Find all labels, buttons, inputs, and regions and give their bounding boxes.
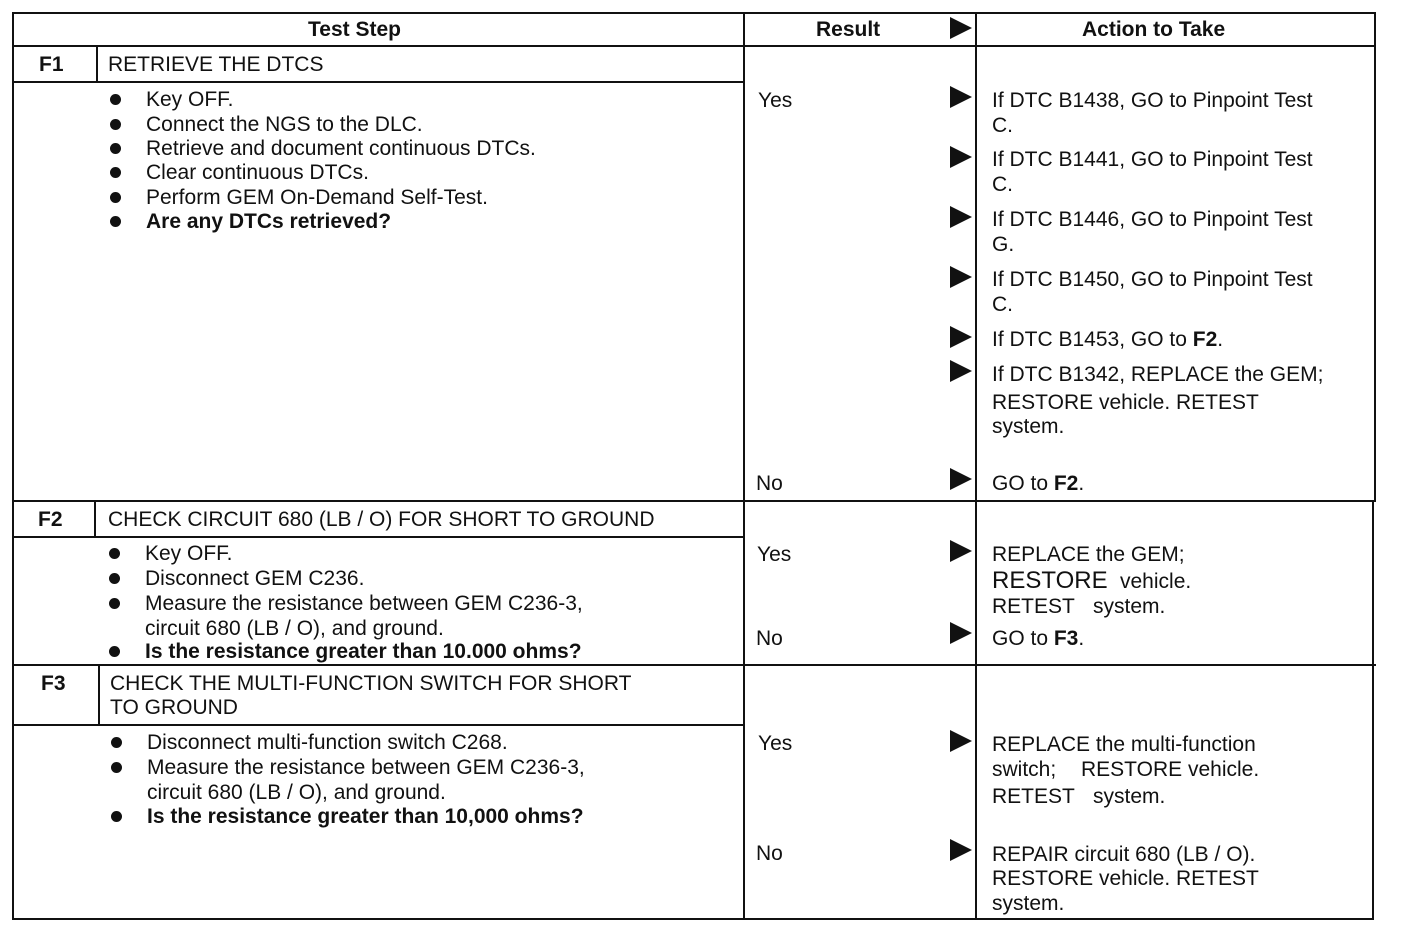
action-text: RESTORE vehicle. xyxy=(1081,758,1260,781)
bullet-icon xyxy=(109,573,120,584)
step-title: CHECK THE MULTI-FUNCTION SWITCH FOR SHORT xyxy=(110,672,632,695)
action-text: system. xyxy=(1093,785,1166,808)
action-text: If DTC B1342, REPLACE the GEM; xyxy=(992,363,1324,386)
bullet-icon xyxy=(110,94,121,105)
result-yes: Yes xyxy=(758,89,793,112)
step-id: F3 xyxy=(41,672,66,695)
bullet-icon xyxy=(109,598,120,609)
header-action: Action to Take xyxy=(1082,18,1226,41)
header-result: Result xyxy=(816,18,881,41)
result-yes: Yes xyxy=(757,543,792,566)
action-text: REPLACE the multi-function xyxy=(992,733,1256,756)
action-text: If DTC B1438, GO to Pinpoint Test xyxy=(992,89,1313,112)
bullet-icon xyxy=(111,762,122,773)
action-text: C. xyxy=(992,293,1013,316)
action-text: RESTORE vehicle. RETEST xyxy=(992,867,1259,890)
arrow-right-icon xyxy=(950,730,972,752)
arrow-right-icon xyxy=(950,360,972,382)
arrow-right-icon xyxy=(950,326,972,348)
arrow-right-icon xyxy=(950,839,972,861)
arrow-right-icon xyxy=(950,266,972,288)
action-text: REPAIR circuit 680 (LB / O). xyxy=(992,843,1256,866)
step-title: TO GROUND xyxy=(110,696,238,719)
result-no: No xyxy=(756,472,783,495)
bullet-icon xyxy=(110,119,121,130)
bullet-icon xyxy=(110,143,121,154)
action-text: RETEST xyxy=(992,785,1075,808)
step-id: F1 xyxy=(39,53,64,76)
instruction: Clear continuous DTCs. xyxy=(146,161,369,184)
instruction: Connect the NGS to the DLC. xyxy=(146,113,423,136)
arrow-right-icon xyxy=(950,146,972,168)
result-yes: Yes xyxy=(758,732,793,755)
result-no: No xyxy=(756,842,783,865)
action-text: GO to F3. xyxy=(992,627,1085,650)
action-text: system. xyxy=(992,415,1065,438)
step-title: CHECK CIRCUIT 680 (LB / O) FOR SHORT TO GROUND xyxy=(108,508,655,531)
action-text: C. xyxy=(992,114,1013,137)
action-text: G. xyxy=(992,233,1015,256)
question: Are any DTCs retrieved? xyxy=(146,210,392,233)
result-no: No xyxy=(756,627,783,650)
action-text: If DTC B1453, GO to F2. xyxy=(992,328,1224,351)
action-text: system. xyxy=(992,892,1065,915)
arrow-right-icon xyxy=(950,622,972,644)
bullet-icon xyxy=(110,167,121,178)
action-text: RESTORE vehicle. RETEST xyxy=(992,391,1259,414)
action-text: RESTORE xyxy=(992,567,1108,594)
arrow-right-icon xyxy=(950,206,972,228)
action-text: C. xyxy=(992,173,1013,196)
instruction: circuit 680 (LB / O), and ground. xyxy=(147,781,446,804)
bullet-icon xyxy=(109,646,120,657)
instruction: Key OFF. xyxy=(146,88,234,111)
question: Is the resistance greater than 10,000 ohms? xyxy=(147,805,584,828)
bullet-icon xyxy=(111,811,122,822)
instruction: circuit 680 (LB / O), and ground. xyxy=(145,617,444,640)
instruction: Measure the resistance between GEM C236-3, xyxy=(145,592,583,615)
action-text: system. xyxy=(1093,595,1166,618)
action-text: switch; xyxy=(992,758,1057,781)
instruction: Disconnect GEM C236. xyxy=(145,567,365,590)
action-text: If DTC B1441, GO to Pinpoint Test xyxy=(992,148,1313,171)
arrow-right-icon xyxy=(950,540,972,562)
arrow-right-icon xyxy=(950,468,972,490)
action-text: REPLACE the GEM; xyxy=(992,543,1185,566)
bullet-icon xyxy=(110,192,121,203)
step-title: RETRIEVE THE DTCS xyxy=(108,53,324,76)
action-text: If DTC B1450, GO to Pinpoint Test xyxy=(992,268,1313,291)
instruction: Perform GEM On-Demand Self-Test. xyxy=(146,186,488,209)
action-text: GO to F2. xyxy=(992,472,1085,495)
header-test-step: Test Step xyxy=(308,18,401,41)
instruction: Key OFF. xyxy=(145,542,233,565)
action-text: RETEST xyxy=(992,595,1075,618)
instruction: Disconnect multi-function switch C268. xyxy=(147,731,508,754)
instruction: Measure the resistance between GEM C236-3, xyxy=(147,756,585,779)
bullet-icon xyxy=(110,216,121,227)
instruction: Retrieve and document continuous DTCs. xyxy=(146,137,536,160)
step-id: F2 xyxy=(38,508,63,531)
arrow-right-icon xyxy=(950,86,972,108)
action-text: vehicle. xyxy=(1120,570,1192,593)
bullet-icon xyxy=(109,548,120,559)
bullet-icon xyxy=(111,737,122,748)
question: Is the resistance greater than 10.000 ohms? xyxy=(145,640,582,663)
arrow-right-icon xyxy=(950,17,972,39)
action-text: If DTC B1446, GO to Pinpoint Test xyxy=(992,208,1313,231)
